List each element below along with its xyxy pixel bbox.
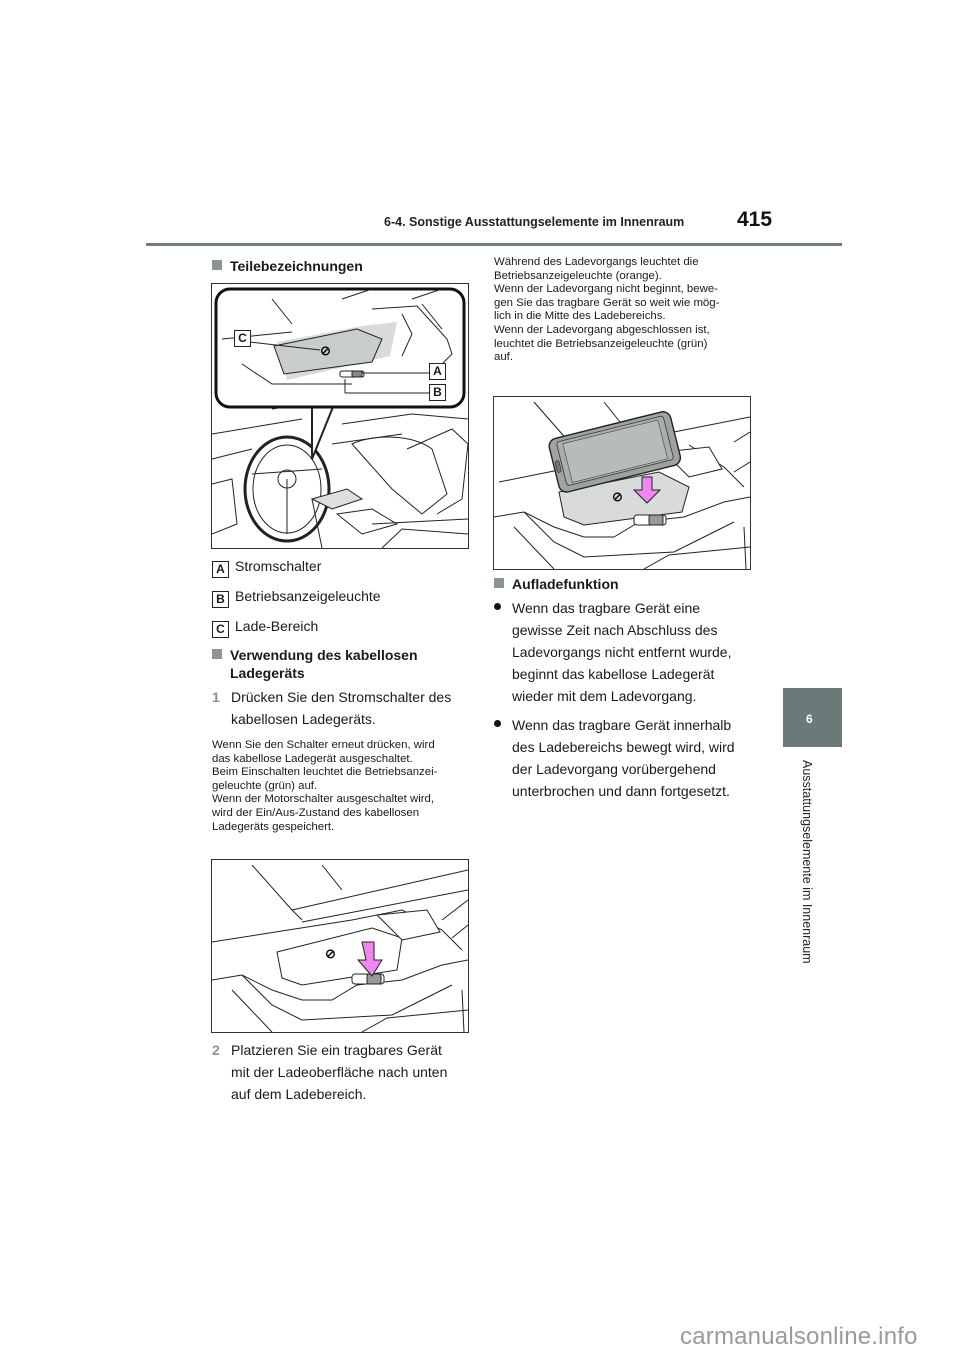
- svg-text:⊘: ⊘: [325, 946, 336, 961]
- part-item-a: A Stromschalter: [212, 555, 321, 578]
- heading-square-icon: [212, 260, 222, 270]
- svg-text:⊘: ⊘: [320, 343, 331, 358]
- bullet-icon: [494, 603, 501, 610]
- watermark[interactable]: carmanualsonline.info: [680, 1323, 918, 1350]
- section-title: 6-4. Sonstige Ausstattungselemente im Innenraum: [384, 215, 685, 229]
- step-2: 2 Platzieren Sie ein tragbares Gerät mit der Ladeoberfläche nach unten auf dem Ladebereich.: [212, 1039, 447, 1105]
- note-charging-status: Während des Ladevorgangs leuchtet die Betriebsanzeigeleuchte (orange). Wenn der Ladevorgang nicht beginnt, bewe- gen Sie das tragbare Gerät so weit wie mög- lich in die Mitte des Ladebereichs. Wenn der Ladevorgang abgeschlossen ist, leuchtet die Betriebsanzeigeleuchte (grün) auf.: [494, 256, 720, 364]
- figure-press-switch: [211, 859, 469, 1033]
- figure-place-device: [493, 396, 751, 570]
- svg-text:⊘: ⊘: [612, 489, 623, 504]
- part-item-b: B Betriebsanzeigeleuchte: [212, 585, 381, 608]
- bullet-item-2: Wenn das tragbare Gerät innerhalb des Ladebereichs bewegt wird, wird der Ladevorgang vorübergehend unterbrochen und dann fortgesetzt.: [494, 714, 759, 802]
- parts-heading: Teilebezeichnungen: [212, 257, 363, 275]
- step-number: 2: [212, 1042, 220, 1058]
- charge-function-heading: Aufladefunktion: [494, 575, 619, 593]
- place-device-illustration: [494, 397, 750, 569]
- heading-square-icon: [212, 649, 222, 659]
- chapter-number: 6: [806, 712, 813, 726]
- header-rule: [146, 243, 842, 246]
- bullet-item-1: Wenn das tragbare Gerät eine gewisse Zeit nach Abschluss des Ladevorgangs nicht entfernt wurde, beginnt das kabellose Ladegerät wieder mit dem Ladevorgang.: [494, 597, 759, 707]
- interior-illustration: [212, 284, 468, 548]
- usage-heading: Verwendung des kabellosen Ladegeräts: [212, 646, 418, 682]
- switch-illustration: [212, 860, 468, 1032]
- note-power-switch: Wenn Sie den Schalter erneut drücken, wird das kabellose Ladegerät ausgeschaltet. Beim Einschalten leuchtet die Betriebsanzei- geleuchte (grün) auf. Wenn der Motorschalter ausgeschaltet wird, wird der Ein/Aus-Zustand des kabellosen Ladegeräts gespeichert.: [212, 739, 438, 833]
- chapter-label: Ausstattungselemente im Innenraum: [800, 760, 814, 964]
- step-1: 1 Drücken Sie den Stromschalter des kabellosen Ladegeräts.: [212, 686, 451, 730]
- label-c: C: [212, 621, 229, 638]
- step-number: 1: [212, 689, 220, 705]
- label-a: A: [212, 561, 229, 578]
- label-b: B: [212, 591, 229, 608]
- callout-b: B: [429, 384, 446, 401]
- page-number: 415: [737, 208, 773, 231]
- callout-c: C: [234, 330, 251, 347]
- part-item-c: C Lade-Bereich: [212, 615, 318, 638]
- heading-square-icon: [494, 578, 504, 588]
- bullet-icon: [494, 720, 501, 727]
- callout-a: A: [429, 363, 446, 380]
- figure-parts-overview: [211, 283, 469, 549]
